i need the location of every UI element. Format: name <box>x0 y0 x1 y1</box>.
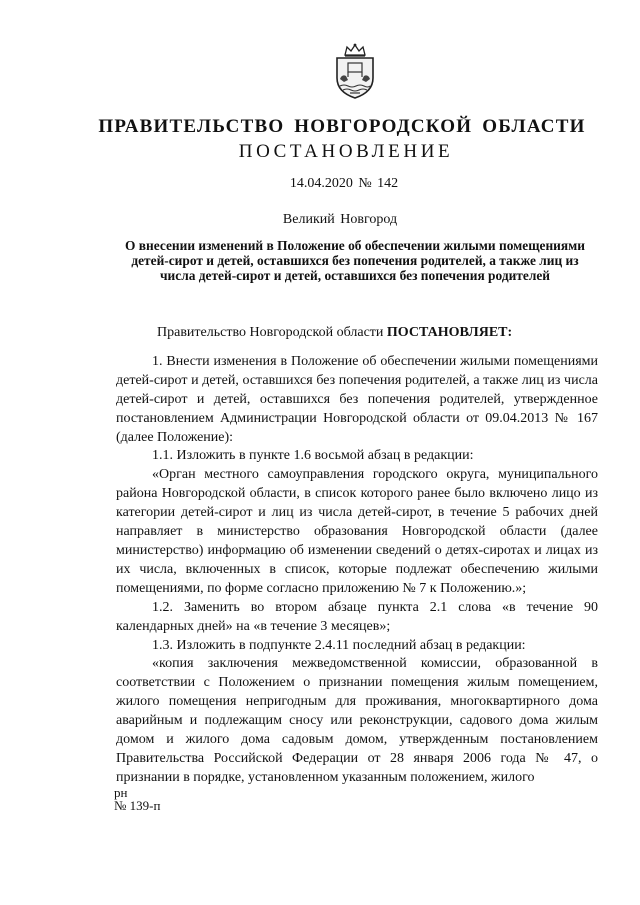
government-title: ПРАВИТЕЛЬСТВО НОВГОРОДСКОЙ ОБЛАСТИ <box>98 116 586 137</box>
document-subject: О внесении изменений в Положение об обеспечении жилыми помещениями детей-сирот и детей, оставшихся без попечения родителей, а также лиц из числа детей-сирот и детей, оставшихся без попечения родителей <box>125 238 585 283</box>
document-date-number: 14.04.2020 № 142 <box>289 176 399 191</box>
paragraph-1-2: 1.2. Заменить во втором абзаце пункта 2.1 слова «в течение 90 календарных дней» на «в течение 3 месяцев»; <box>116 599 598 634</box>
footer-initials: рн <box>114 785 128 800</box>
paragraph-1: 1. Внести изменения в Положение об обеспечении жилыми помещениями детей-сирот и детей, оставшихся без попечения родителей, а также лиц из числа детей-сирот и детей, оставшихся без попечения родителей, утвержденное постановлением Администрации Новгородской области от 09.04.2013 № 167 (далее Положение): <box>116 353 598 445</box>
footer-form-number: № 139-п <box>114 798 161 813</box>
paragraph-quote-2: «копия заключения межведомственной комиссии, образованной в соответствии с Положением о признании помещения жилым помещением, жилого помещения непригодным для проживания, многоквартирного дома аварийным и подлежащим сносу или реконструкции, садового дома жилым домом и жилого дома садовым домом, утвержденным постановлением Правительства Российской Федерации от 28 января 2006 года № 47, о признании в порядке, установленном указанным положением, жилого <box>116 656 598 785</box>
paragraph-1-1: 1.1. Изложить в пункте 1.6 восьмой абзац в редакции: <box>152 448 474 464</box>
document-city: Великий Новгород <box>282 212 398 227</box>
document-body <box>116 324 598 788</box>
novgorod-coat-of-arms-icon <box>332 42 378 100</box>
decree-lead-bold: ПОСТАНОВЛЯЕТ: <box>386 325 513 340</box>
page-footer <box>114 786 160 812</box>
paragraph-quote-1: «Орган местного самоуправления городского округа, муниципального района Новгородской области, в список которого ранее было включено лицо из категории детей-сирот и лиц из числа детей-сирот, в течение 5 рабочих дней направляет в министерство образования Новгородской области (далее министерство) информацию об изменении сведений о детях-сиротах и лицах из их числа, включенных в список, которые подлежат обеспечению жилыми помещениями, по форме согласно приложению № 7 к Положению.»; <box>116 467 598 596</box>
decree-lead <box>116 324 598 343</box>
paragraph-1-3: 1.3. Изложить в подпункте 2.4.11 последний абзац в редакции: <box>152 637 526 653</box>
decree-lead-text: Правительство Новгородской области <box>157 325 387 340</box>
document-type: ПОСТАНОВЛЕНИЕ <box>238 141 454 162</box>
